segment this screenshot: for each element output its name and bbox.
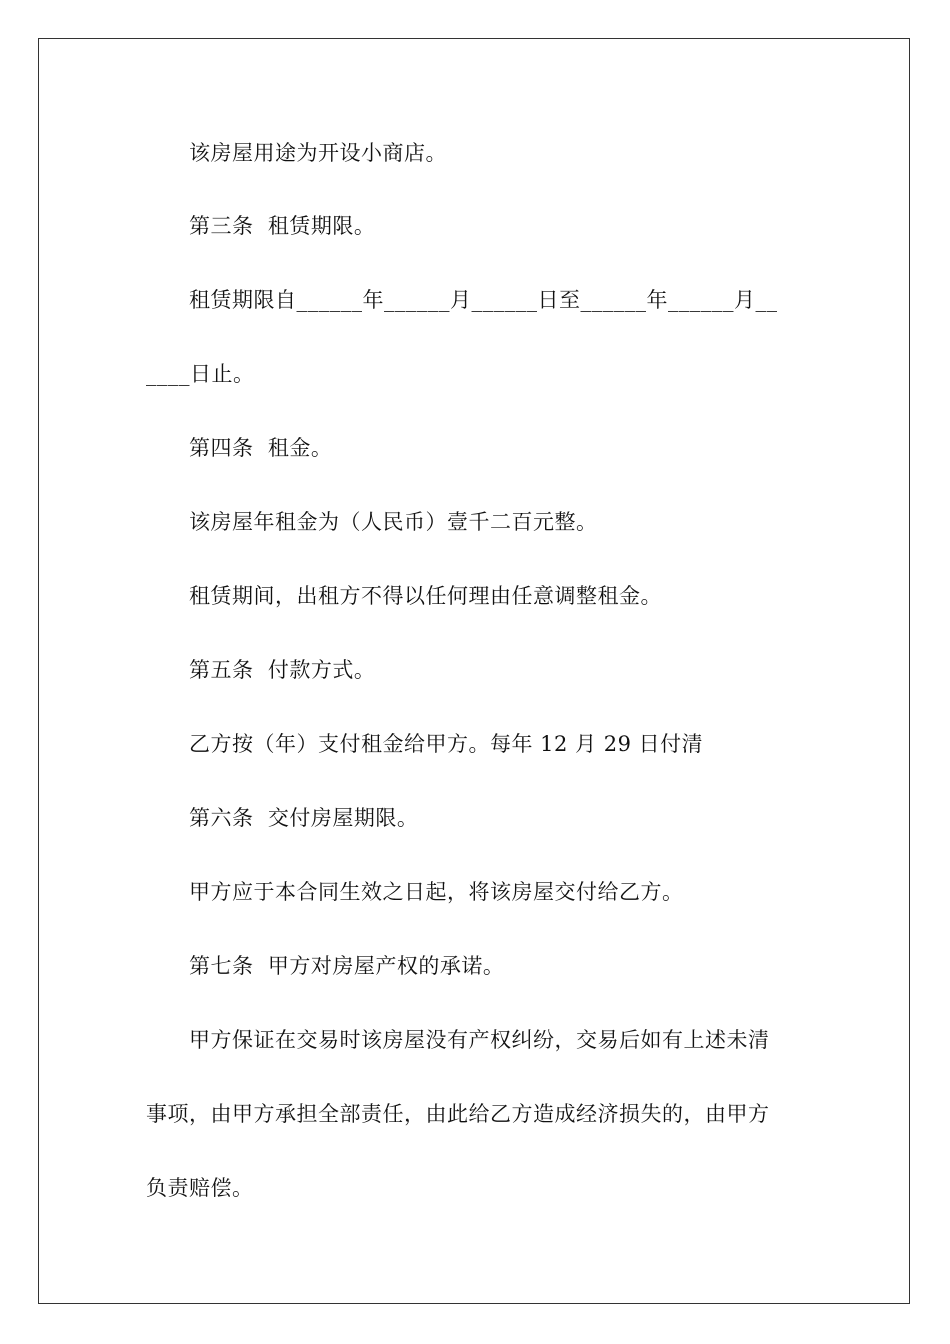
article-7-heading: 第七条 甲方对房屋产权的承诺。: [189, 954, 505, 978]
paragraph-usage: 该房屋用途为开设小商店。: [189, 141, 447, 165]
lease-term-line-continued: ____日止。: [146, 362, 255, 386]
payment-method-paragraph: 乙方按（年）支付租金给甲方。每年 12 月 29 日付清: [189, 732, 704, 756]
ownership-paragraph-line-1: 甲方保证在交易时该房屋没有产权纠纷，交易后如有上述未清: [189, 1028, 770, 1052]
article-3-heading: 第三条 租赁期限。: [189, 214, 376, 238]
ownership-paragraph-line-2: 事项，由甲方承担全部责任，由此给乙方造成经济损失的，由甲方: [146, 1102, 770, 1126]
ownership-paragraph-line-3: 负责赔偿。: [146, 1176, 254, 1200]
rent-amount-paragraph: 该房屋年租金为（人民币）壹千二百元整。: [189, 510, 598, 534]
rent-adjustment-paragraph: 租赁期间，出租方不得以任何理由任意调整租金。: [189, 584, 662, 608]
lease-term-line: 租赁期限自______年______月______日至______年______月__: [189, 288, 778, 312]
article-6-heading: 第六条 交付房屋期限。: [189, 806, 419, 830]
article-5-heading: 第五条 付款方式。: [189, 658, 376, 682]
article-4-heading: 第四条 租金。: [189, 436, 333, 460]
delivery-paragraph: 甲方应于本合同生效之日起，将该房屋交付给乙方。: [189, 880, 684, 904]
